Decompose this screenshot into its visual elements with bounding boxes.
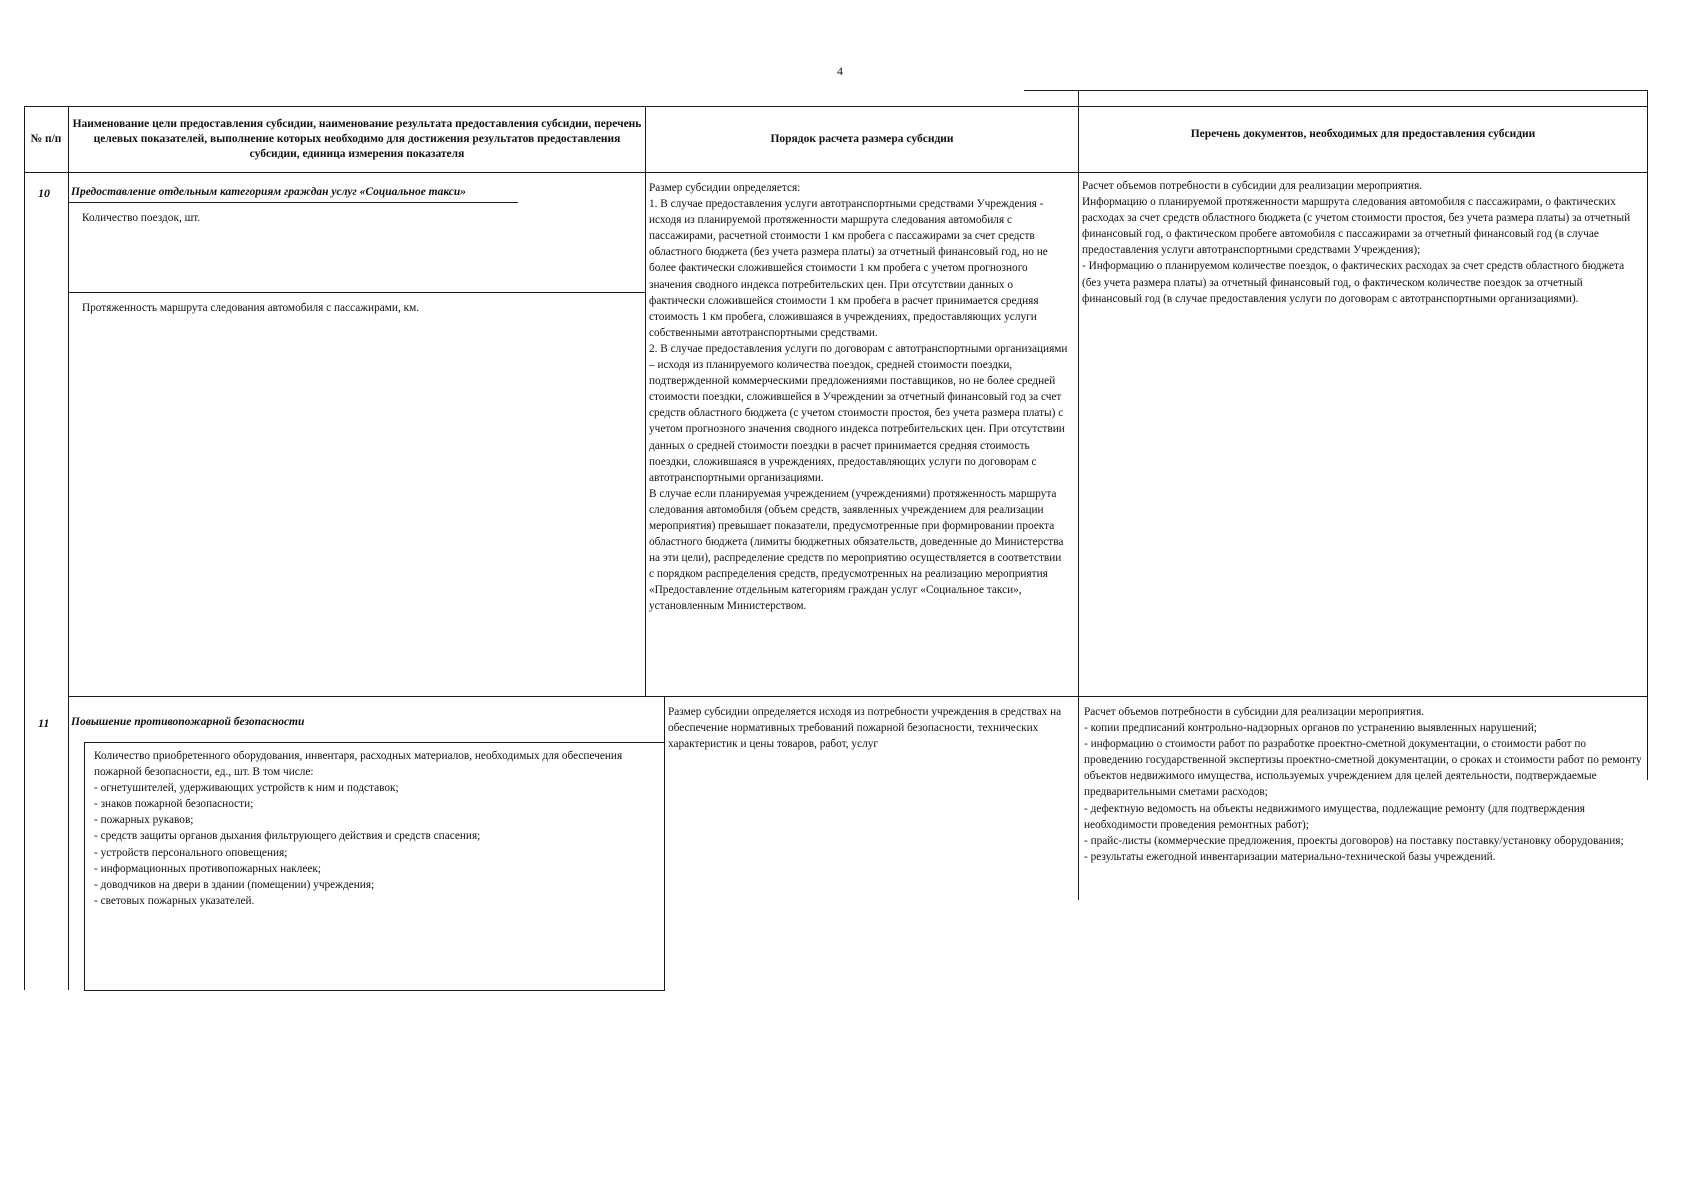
goal-title: Предоставление отдельным категориям граждан услуг «Социальное такси» — [71, 186, 467, 198]
indicator-item: Протяженность маршрута следования автомобиля с пассажирами, км. — [82, 302, 420, 314]
row-number: 10 — [38, 186, 50, 200]
indicator-item: Количество поездок, шт. — [82, 212, 201, 224]
docs-text: Расчет объемов потребности в субсидии для реализации мероприятия. - копии предписаний контрольно-надзорных органов по устранению выявленных нарушений; - информацию о стоимости работ по разработке проектно-сметной документации, о стоимости работ по проведению государственной экспертизы проектно-сметной документации, о сроках и стоимости работ по ремонту объектов недвижимого имущества, используемых учреждением для целей деятельности, подтверждаемые предварительными сметами расходов; - дефектную ведомость на объекты недвижимого имущества, подлежащие ремонту (для подтверждения необходимости проведения ремонтных работ); - прайс-листы (коммерческие предложения, проекты договоров) на поставку поставку/установку оборудования; - результаты ежегодной инвентаризации материально-технической базы учреждений. — [1084, 706, 1642, 863]
goal-row10-underline — [68, 202, 518, 203]
row11-box-top — [84, 742, 665, 743]
header-calc: Порядок расчета размера субсидии — [770, 133, 954, 145]
calc-col-divider — [1078, 90, 1079, 900]
row-divider — [68, 696, 1648, 697]
row11-box-right — [664, 696, 665, 990]
page-number: 4 — [837, 64, 843, 78]
docs-text: Расчет объемов потребности в субсидии для реализации мероприятия. Информацию о планируемой протяженности маршрута следования автомобиля с пассажирами, о фактических расходах за счет средств областного бюджета (с учетом стоимости простоя, без учета размера платы) за отчетный финансовый год, о фактическом пробеге автомобиля с пассажирами за отчетный финансовый год (в случае предоставления услуги автотранспортными средствами Учреждения); - Информацию о планируемом количестве поездок, о фактических расходах за счет средств областного бюджета (без учета размера платы) за отчетный финансовый год, о фактическом количестве поездок за отчетный финансовый год (в случае предоставления услуги по договорам с автотранспортными организациями). — [1082, 180, 1631, 305]
subsidy-table — [24, 90, 1648, 990]
header-bottom-border — [24, 172, 1648, 173]
left-border — [24, 106, 25, 990]
goal-col-divider — [645, 106, 646, 696]
calc-text: Размер субсидии определяется: 1. В случае предоставления услуги автотранспортными средствами Учреждения - исходя из планируемой протяженности маршрута следования автомобиля с пассажирами, расчетной стоимости 1 км пробега с пассажирами за счет средств областного бюджета (без учета размера платы) за отчетный финансовый год, но не более фактически сложившейся стоимости 1 км пробега с учетом прогнозного значения сводного индекса потребительских цен. При отсутствии данных о фактически сложившейся стоимости 1 км пробега в расчет принимается средняя стоимость 1 км пробега, сложившаяся в учреждениях, предоставляющих услуги собственными автотранспортными средствами. 2. В случае предоставления услуги по договорам с автотранспортными организациями – исходя из планируемого количества поездок, средней стоимости поездки, подтвержденной коммерческими предложениями поставщиков, но не более средней стоимости поездки, сложившейся в Учреждении за отчетный финансовый год за счет средств областного бюджета (с учетом стоимости простоя, без учета размера платы) с учетом прогнозного значения сводного индекса потребительских цен. При отсутствии данных о средней стоимости поездки в расчет принимается средняя стоимость поездки, сложившаяся в учреждениях, предоставляющих услуги по договорам с автотранспортными организациями. В случае если планируемая учреждением (учреждениями) протяженность маршрута следования автомобиля (объем средств, заявленных учреждением для реализации мероприятия) превышает показатели, предусмотренные при формировании проекта областного бюджета (лимиты бюджетных обязательств, доведенные до Министерства на эти цели), распределение средств по мероприятию осуществляется в соответствии с порядком распределения средств, предусмотренных на реализацию мероприятия «Предоставление отдельным категориям граждан услуг «Социальное такси», установленным Министерством. — [649, 182, 1068, 613]
header-goal: Наименование цели предоставления субсидии, наименование результата предоставления субсидии, перечень целевых показателей, выполнение которых необходимо для достижения результатов предоставления субсидии, единица измерения показателя — [72, 118, 642, 160]
table-top-border-right — [1024, 90, 1648, 91]
row11-box-left — [84, 742, 85, 990]
row11-box-bottom — [84, 990, 665, 991]
goal-title: Повышение противопожарной безопасности — [71, 716, 305, 728]
indicator-item: Количество приобретенного оборудования, инвентаря, расходных материалов, необходимых для обеспечения пожарной безопасности, ед., шт. В том числе: - огнетушителей, удерживающих устройств к ним и подставок; - знаков пожарной безопасности; - пожарных рукавов; - средств защиты органов дыхания фильтрующего действия и средств спасения; - устройств персонального оповещения; - информационных противопожарных наклеек; - доводчиков на двери в здании (помещении) учреждения; - световых пожарных указателей. — [94, 750, 623, 907]
right-border — [1647, 90, 1648, 780]
row-number: 11 — [38, 716, 50, 730]
header-num: № п/п — [30, 133, 62, 145]
indicator-divider — [68, 292, 646, 293]
header-docs: Перечень документов, необходимых для предоставления субсидии — [1190, 128, 1536, 140]
calc-text: Размер субсидии определяется исходя из потребности учреждения в средствах на обеспечение нормативных требований пожарной безопасности, технических характеристик и цены товаров, работ, услуг — [668, 706, 1062, 751]
num-col-divider — [68, 106, 69, 990]
